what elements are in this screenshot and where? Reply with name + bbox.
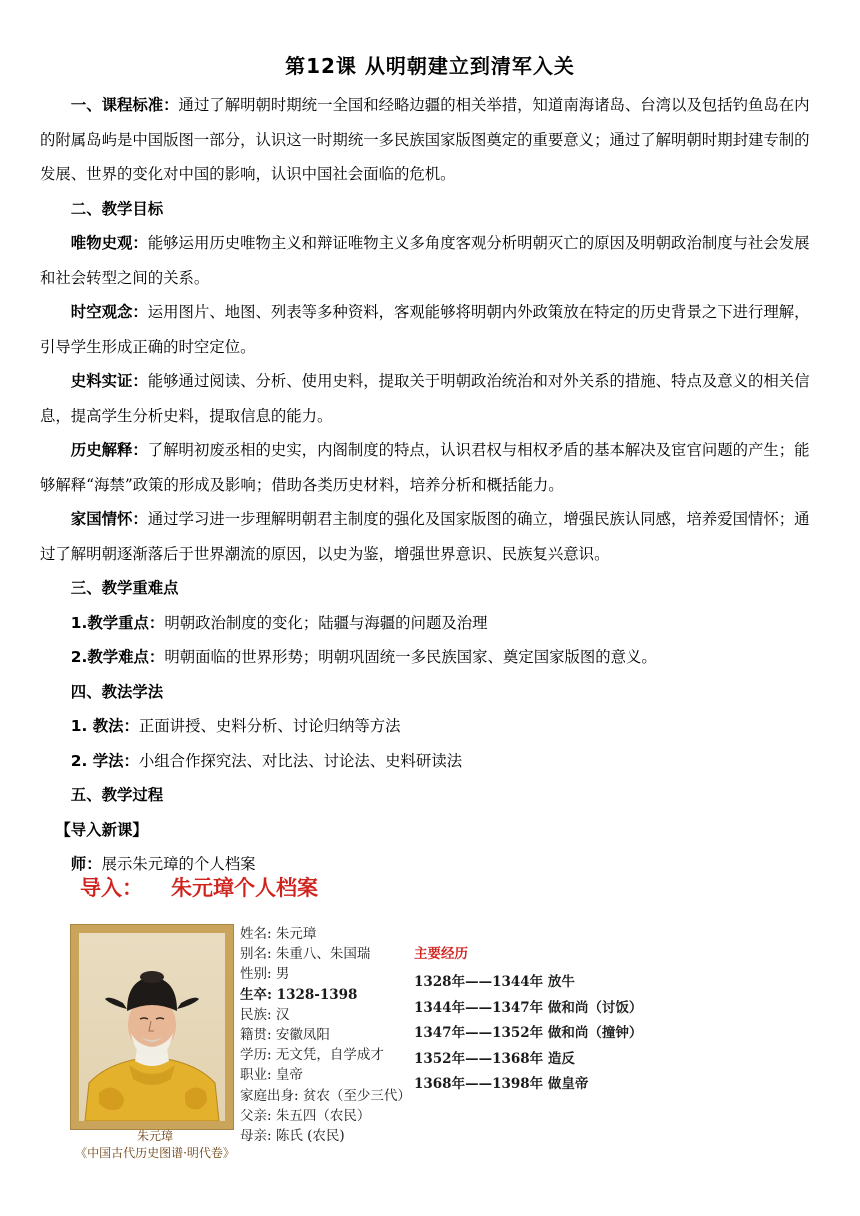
goal-text: 了解明初废丞相的史实，内阁制度的特点，认识君权与相权矛盾的基本解决及宦官问题的产生；能够解释“海禁”政策的形成及影响；借助各类历史材料，培养分析和概括能力。	[40, 441, 810, 494]
key-point	[40, 606, 822, 641]
experience-item: 1328年——1344年 放牛	[414, 974, 575, 990]
goals-heading	[40, 192, 822, 227]
section-heading: 五、教学过程	[70, 786, 164, 804]
method-text: 正面讲授、史料分析、讨论归纳等方法	[138, 717, 401, 735]
curriculum-standard	[40, 88, 822, 192]
key-points-heading	[40, 571, 822, 606]
experience-list	[414, 942, 674, 1098]
methods-heading	[40, 675, 822, 710]
teacher-text: 展示朱元璋的个人档案	[101, 855, 256, 873]
goal-interpretation	[40, 433, 822, 502]
profile-item: 家庭出身: 贫农（至少三代）	[240, 1087, 411, 1104]
experience-item: 1352年——1368年 造反	[414, 1050, 575, 1067]
key-text: 明朝面临的世界形势；明朝巩固统一多民族国家、奠定国家版图的意义。	[164, 648, 657, 666]
section-label: 一、课程标准：	[70, 96, 179, 114]
section-heading: 四、教法学法	[70, 682, 164, 701]
portrait-illustration	[79, 933, 225, 1121]
key-label: 2.教学难点：	[70, 648, 165, 666]
section-heading: 三、教学重难点	[70, 579, 179, 597]
section-heading: 二、教学目标	[70, 199, 164, 218]
teacher-label: 师：	[70, 855, 102, 873]
intro-label-text: 【导入新课】	[55, 820, 148, 839]
goal-materialism	[40, 226, 822, 295]
experience-item: 1347年——1352年 做和尚（撞钟）	[414, 1025, 643, 1041]
method-label: 1. 教法：	[70, 717, 139, 735]
profile-item: 姓名: 朱元璋	[240, 926, 317, 942]
experience-heading: 主要经历	[414, 946, 468, 962]
goal-text: 能够通过阅读、分析、使用史料，提取关于明朝政治统治和对外关系的措施、特点及意义的相关信息，提高学生分析史料，提取信息的能力。	[40, 372, 810, 425]
goal-label: 历史解释：	[70, 441, 148, 459]
intro-heading-left: 导入：	[80, 876, 143, 900]
caption-name: 朱元璋	[136, 1129, 173, 1143]
profile-item: 性别: 男	[240, 966, 290, 983]
caption-source: 《中国古代历史图谱·明代卷》	[75, 1146, 235, 1160]
teaching-method	[40, 709, 822, 744]
section-text: 通过了解明朝时期统一全国和经略边疆的相关举措，知道南海诸岛、台湾以及包括钓鱼岛在内的附属岛屿是中国版图一部分，认识这一时期统一多民族国家版图奠定的重要意义；通过了解明朝时期封建专制的发展、世界的变化对中国的影响，认识中国社会面临的危机。	[40, 96, 810, 183]
goal-text: 能够运用历史唯物主义和辩证唯物主义多角度客观分析明朝灭亡的原因及明朝政治制度与社会发展和社会转型之间的关系。	[40, 234, 810, 287]
document-body	[40, 88, 822, 882]
process-heading	[40, 778, 822, 813]
portrait-caption	[70, 1128, 240, 1162]
profile-item: 母亲: 陈氏 (农民)	[240, 1128, 345, 1145]
goal-label: 家国情怀：	[70, 510, 148, 528]
key-label: 1.教学重点：	[70, 613, 165, 632]
method-label: 2. 学法：	[70, 751, 139, 770]
goal-patriotism	[40, 502, 822, 571]
goal-label: 时空观念：	[70, 303, 148, 321]
experience-item: 1368年——1398年 做皇帝	[414, 1076, 589, 1092]
learning-method	[40, 744, 822, 779]
goal-spacetime	[40, 295, 822, 364]
goal-evidence	[40, 364, 822, 433]
profile-item: 父亲: 朱五四（农民）	[240, 1107, 371, 1124]
goal-label: 史料实证：	[70, 372, 148, 390]
method-text: 小组合作探究法、对比法、讨论法、史料研读法	[138, 751, 463, 770]
portrait-canvas	[79, 933, 225, 1121]
intro-label	[40, 813, 822, 848]
intro-heading-right: 朱元璋个人档案	[171, 876, 318, 900]
goal-text: 通过学习进一步理解明朝君主制度的强化及国家版图的确立，增强民族认同感，培养爱国情怀；通过了解明朝逐渐落后于世界潮流的原因，以史为鉴，增强世界意识、民族复兴意识。	[40, 510, 810, 563]
goal-label: 唯物史观：	[70, 234, 148, 252]
emperor-portrait	[70, 924, 234, 1130]
experience-item: 1344年——1347年 做和尚（讨饭）	[414, 999, 643, 1016]
profile-item: 籍贯: 安徽凤阳	[240, 1027, 330, 1044]
profile-item: 别名: 朱重八、朱国瑞	[240, 946, 371, 963]
page-title: 第12课 从明朝建立到清军入关	[285, 54, 575, 78]
profile-item: 学历: 无文凭，自学成才	[240, 1047, 384, 1064]
profile-item: 生卒: 1328-1398	[240, 986, 358, 1003]
difficult-point	[40, 640, 822, 675]
profile-list	[240, 924, 420, 1146]
profile-item: 民族: 汉	[240, 1006, 290, 1023]
intro-image-heading	[80, 872, 318, 902]
key-text: 明朝政治制度的变化；陆疆与海疆的问题及治理	[164, 613, 488, 632]
goal-text: 运用图片、地图、列表等多种资料，客观能够将明朝内外政策放在特定的历史背景之下进行理解，引导学生形成正确的时空定位。	[40, 303, 810, 356]
profile-item: 职业: 皇帝	[240, 1067, 303, 1084]
